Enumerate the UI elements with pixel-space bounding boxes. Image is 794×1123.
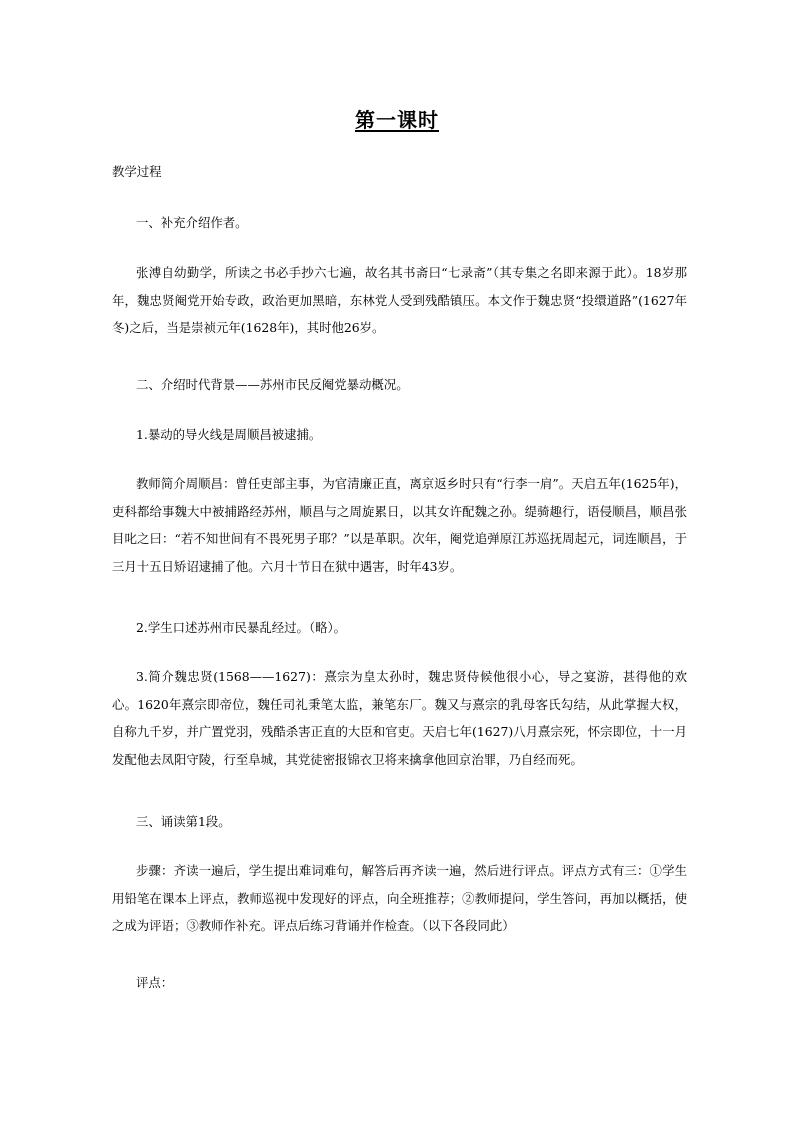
- section2-heading: 二、介绍时代背景——苏州市民反阉党暴动概况。: [136, 377, 409, 392]
- item2-heading: 2.学生口述苏州市民暴乱经过。（略）。: [136, 620, 347, 635]
- section1-heading: 一、补充介绍作者。: [136, 215, 248, 230]
- teaching-process-label: 教学过程: [112, 164, 162, 179]
- section1-paragraph: 张溥自幼勤学，所读之书必手抄六七遍，故名其书斋曰“七录斋”（其专集之名即来源于此）。18岁那年，魏忠贤阉党开始专政，政治更加黑暗，东林党人受到残酷镇压。本文作于魏忠贤“投缳道路”(1627年冬)之后，当是崇祯元年(1628年)，其时他26岁。: [112, 265, 687, 335]
- item3-paragraph: 3.简介魏忠贤(1568——1627)：熹宗为皇太孙时，魏忠贤侍候他很小心，导之宴游，甚得他的欢心。1620年熹宗即帝位，魏任司礼秉笔太监，兼笔东厂。魏又与熹宗的乳母客氏勾结，从此掌握大权，自称九千岁，并广置党羽，残酷杀害正直的大臣和官吏。天启七年(1627)八月熹宗死，怀宗即位，十一月发配他去凤阳守陵，行至阜城，其党徒密报锦衣卫将来擒拿他回京治罪，乃自经而死。: [112, 669, 687, 767]
- comment-label: 评点：: [136, 975, 174, 990]
- section3-paragraph: 步骤：齐读一遍后，学生提出难词难句，解答后再齐读一遍，然后进行评点。评点方式有三：①学生用铅笔在课本上评点，教师巡视中发现好的评点，向全班推荐；②教师提问，学生答问，再加以概括，使之成为评语；③教师作补充。评点后练习背诵并作检查。（以下各段同此）: [112, 863, 687, 933]
- item1-heading: 1.暴动的导火线是周顺昌被逮捕。: [136, 427, 322, 442]
- item1-paragraph: 教师简介周顺昌：曾任吏部主事，为官清廉正直，离京返乡时只有“行李一肩”。天启五年(1625年)，吏科都给事魏大中被捕路经苏州，顺昌与之周旋累日，以其女许配魏之孙。缇骑趣行，语侵顺昌，顺昌张目叱之曰：“若不知世间有不畏死男子耶？”以是革职。次年，阉党追弹原江苏巡抚周起元，词连顺昌，于三月十五日矫诏逮捕了他。六月十节日在狱中遇害，时年43岁。: [112, 476, 687, 574]
- page-title: 第一课时: [355, 108, 439, 132]
- section3-heading: 三、诵读第1段。: [136, 814, 231, 829]
